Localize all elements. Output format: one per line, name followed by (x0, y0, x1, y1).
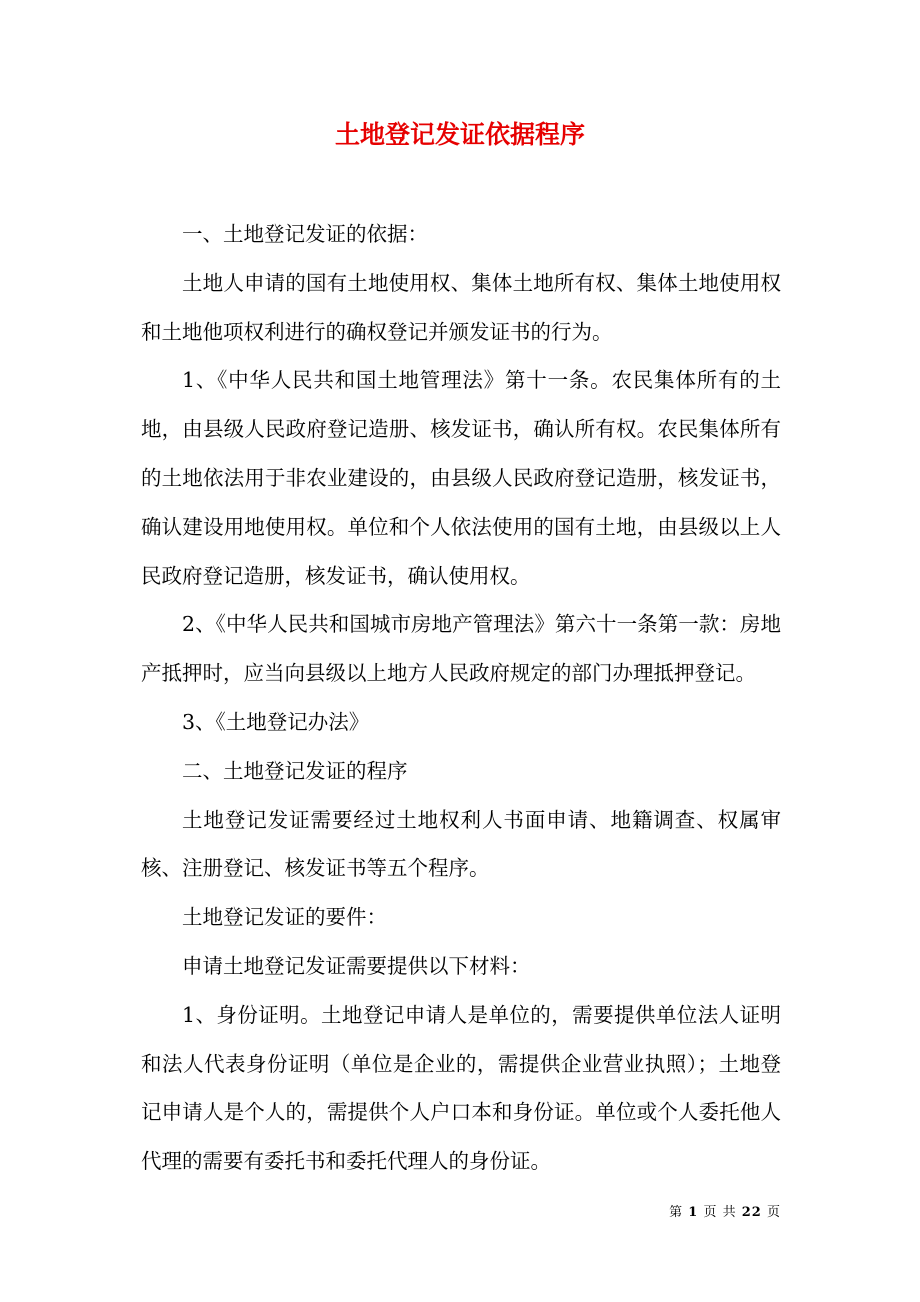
paragraph-procedure-steps: 土地登记发证需要经过土地权利人书面申请、地籍调查、权属审核、注册登记、核发证书等五个程序。 (141, 807, 781, 881)
paragraph-heading-basis: 一、土地登记发证的依据： (182, 222, 428, 246)
footer-prefix: 第 (669, 1205, 684, 1220)
paragraph-heading-procedure: 二、土地登记发证的程序 (182, 758, 408, 783)
footer-current-page: 1 (688, 1205, 699, 1220)
paragraph-definition: 土地人申请的国有土地使用权、集体土地所有权、集体土地使用权和土地他项权利进行的确权登记并颁发证书的行为。 (141, 270, 781, 344)
paragraph-identity-proof: 1、身份证明。土地登记申请人是单位的，需要提供单位法人证明和法人代表身份证明（单位是企业的，需提供企业营业执照）；土地登记申请人是个人的，需提供个人户口本和身份证。单位或个人委托他人代理的需要有委托书和委托代理人的身份证。 (141, 1002, 781, 1174)
paragraph-materials-intro: 申请土地登记发证需要提供以下材料： (182, 953, 531, 978)
paragraph-real-estate-law: 2、《中华人民共和国城市房地产管理法》第六十一条第一款：房地产抵押时，应当向县级以上地方人民政府规定的部门办理抵押登记。 (141, 612, 781, 686)
paragraph-land-law: 1、《中华人民共和国土地管理法》第十一条。农民集体所有的土地，由县级人民政府登记造册、核发证书，确认所有权。农民集体所有的土地依法用于非农业建设的，由县级人民政府登记造册，核发证书，确认建设用地使用权。单位和个人依法使用的国有土地，由县级以上人民政府登记造册，核发证书，确认使用权。 (141, 368, 781, 588)
document-title: 土地登记发证依据程序 (334, 120, 585, 149)
page-number-footer (0, 1203, 781, 1223)
footer-total-pages: 22 (741, 1205, 762, 1220)
footer-middle: 页 共 (703, 1205, 737, 1220)
paragraph-requirements-heading: 土地登记发证的要件： (182, 905, 387, 930)
document-body (141, 210, 781, 1186)
paragraph-registration-measures: 3、《土地登记办法》 (182, 709, 370, 734)
footer-suffix: 页 (766, 1205, 781, 1220)
